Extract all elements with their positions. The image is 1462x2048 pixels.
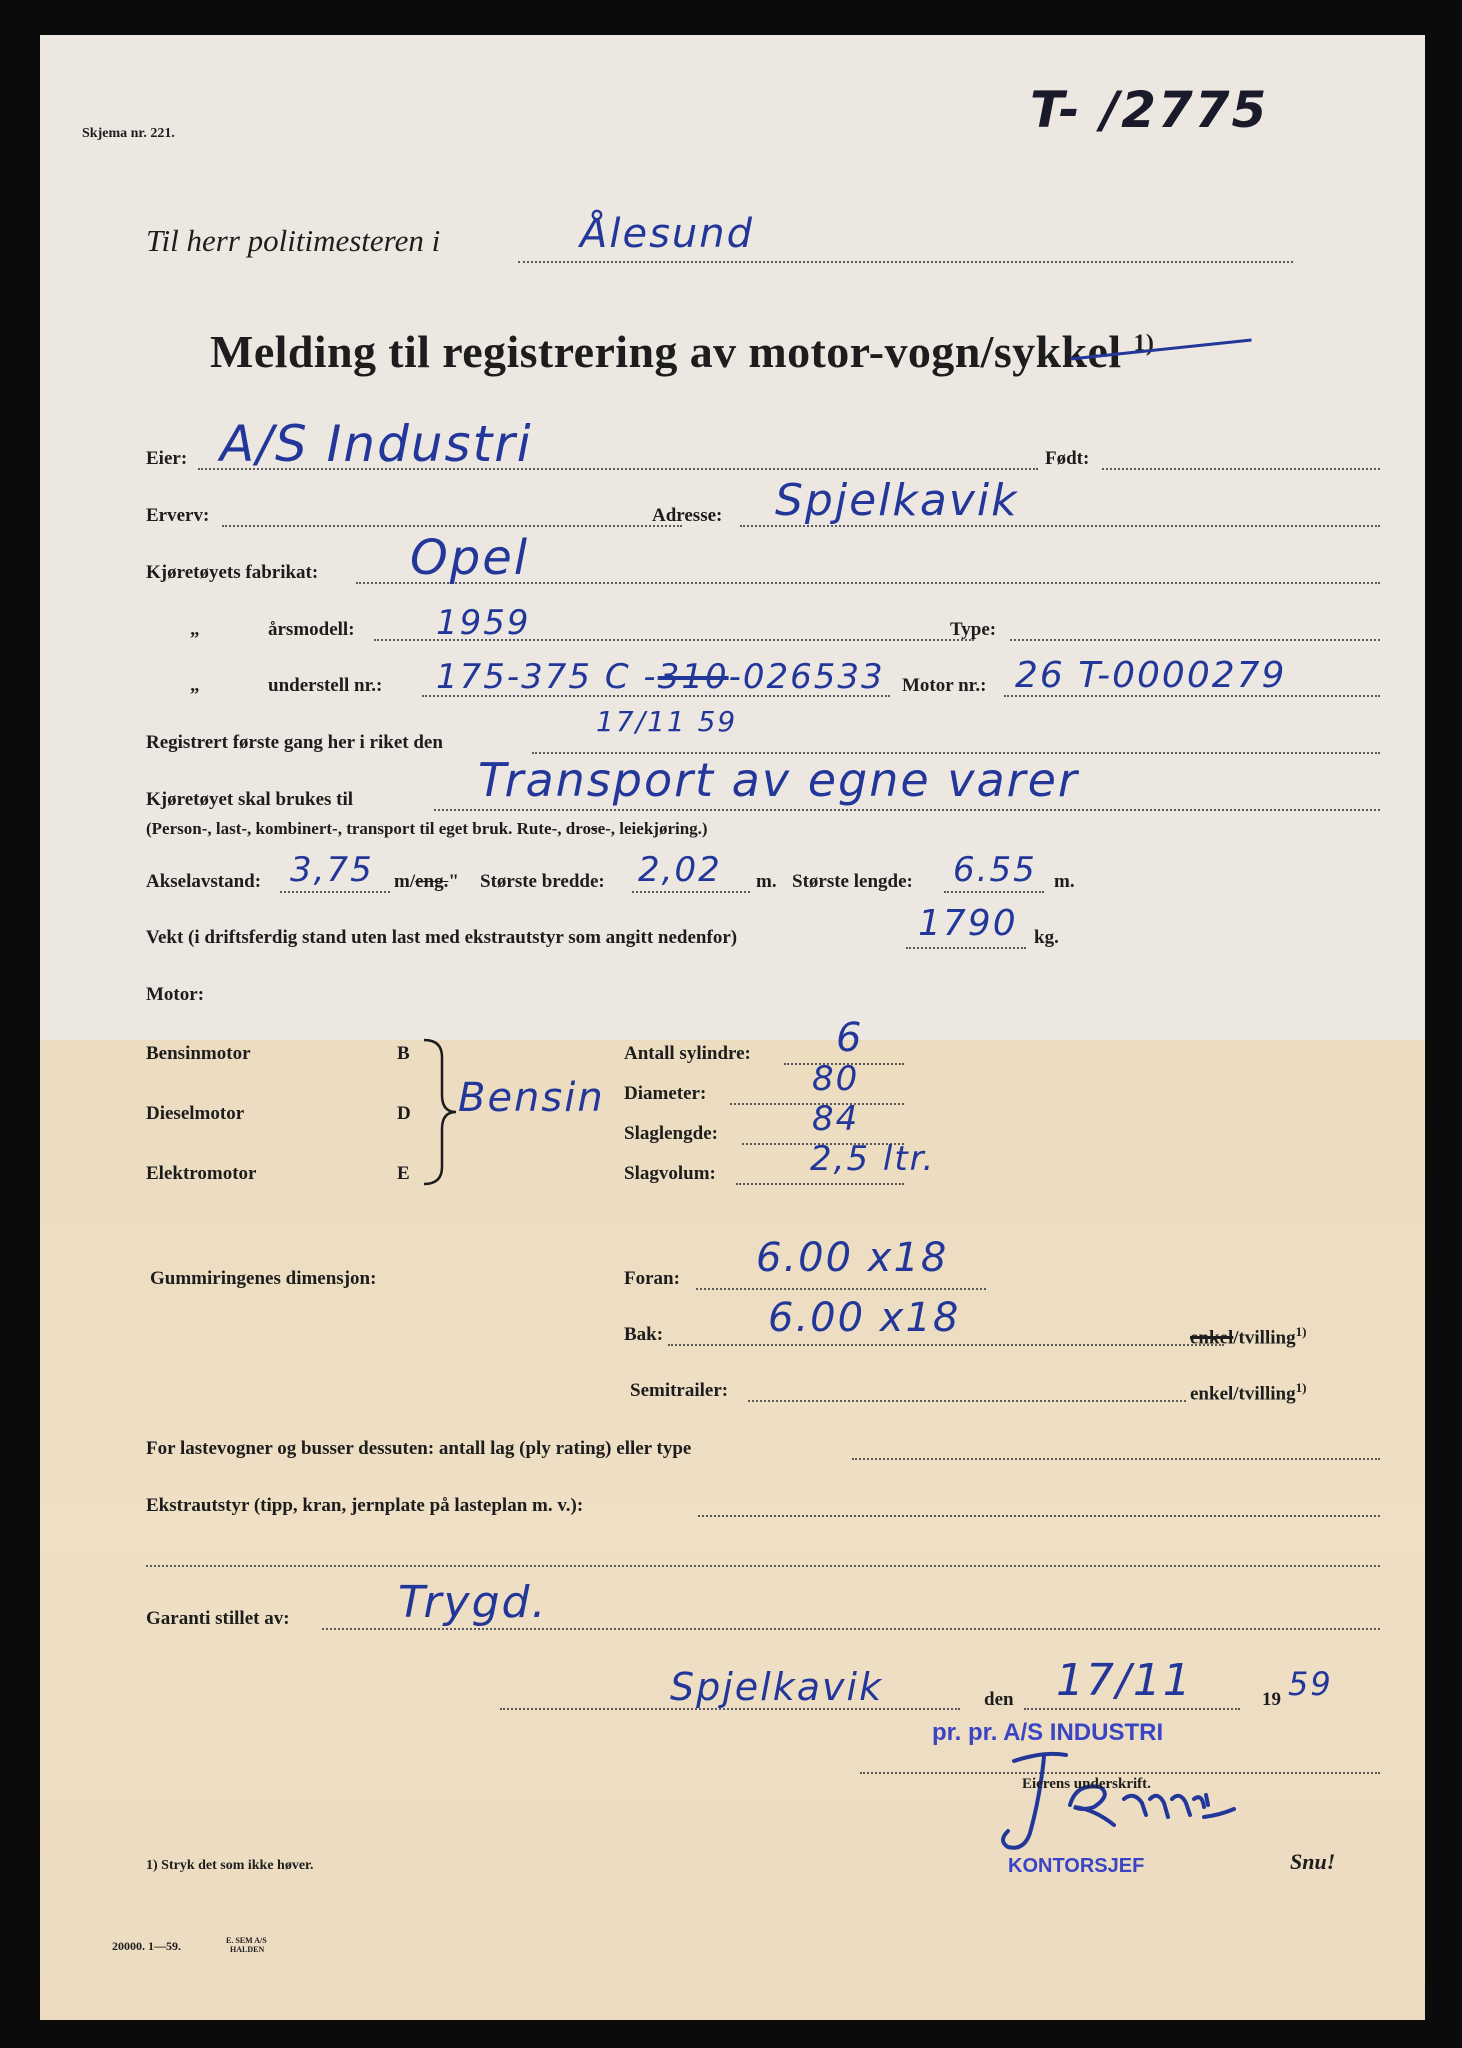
chassis-value <box>436 657 885 697</box>
use-line <box>434 809 1380 811</box>
tires-rear-option-struck: enkel <box>1190 1327 1234 1349</box>
ply-line <box>852 1458 1380 1460</box>
weight-unit: kg. <box>1034 927 1059 948</box>
ditto-mark: „ <box>190 619 200 640</box>
company-stamp: pr. pr. A/S INDUSTRI <box>932 1719 1164 1746</box>
motor-type-label: Elektromotor <box>146 1163 257 1184</box>
chassis-value-end: -026533 <box>728 657 885 697</box>
wheelbase-unit-start: m/ <box>394 871 416 892</box>
archive-reference: T- /2775 <box>1030 81 1269 139</box>
tires-front-line <box>696 1288 986 1290</box>
engine-no-value: 26 T-0000279 <box>1015 655 1287 696</box>
form-sheet <box>40 35 1425 2020</box>
printer-name: E. SEM A/S <box>226 1936 267 1945</box>
title-text: Melding til registrering av motor-vogn/sykkel <box>210 326 1122 377</box>
wheelbase-value: 3,75 <box>290 850 374 890</box>
weight-value: 1790 <box>918 903 1018 944</box>
semitrailer-line <box>748 1400 1186 1402</box>
engine-no-label: Motor nr.: <box>902 675 987 696</box>
printer-city: HALDEN <box>230 1945 265 1954</box>
model-year-label: årsmodell: <box>268 619 355 640</box>
wheelbase-label: Akselavstand: <box>146 871 262 892</box>
strike-footnote: 1) Stryk det som ikke høver. <box>146 1858 314 1873</box>
date-line <box>1024 1708 1240 1710</box>
equipment-label: Ekstrautstyr (tipp, kran, jernplate på lasteplan m. v.): <box>146 1495 584 1516</box>
tires-rear-footnote: 1) <box>1295 1324 1307 1339</box>
owner-name: A/S Industri <box>220 415 533 473</box>
stroke-value: 84 <box>812 1099 860 1139</box>
motor-section-label: Motor: <box>146 984 205 1005</box>
weight-line <box>906 947 1026 949</box>
wheelbase-unit <box>394 871 459 893</box>
equipment-line <box>698 1515 1380 1517</box>
type-line <box>1010 639 1380 641</box>
tires-rear-option <box>1190 1324 1306 1349</box>
stroke-label: Slaglengde: <box>624 1123 718 1144</box>
tires-rear-value: 6.00 x18 <box>768 1295 961 1341</box>
signature-caption: Eierens underskrift. <box>1022 1776 1151 1792</box>
owner-label: Eier: <box>146 448 188 469</box>
diameter-label: Diameter: <box>624 1083 707 1104</box>
title-footnote: 1) <box>1133 330 1155 357</box>
place-value: Spjelkavik <box>670 1665 884 1709</box>
year-value: 59 <box>1288 1665 1333 1703</box>
displacement-line <box>736 1183 904 1185</box>
occupation-line <box>222 525 682 527</box>
length-label: Største lengde: <box>792 871 913 892</box>
use-hint-struck: s <box>590 819 598 838</box>
guarantee-value: Trygd. <box>398 1577 548 1628</box>
tires-rear-option-rest: /tvilling <box>1233 1327 1296 1349</box>
occupation-label: Erverv: <box>146 505 210 526</box>
ply-label: For lastevogner og busser dessuten: antall lag (ply rating) eller type <box>146 1438 692 1459</box>
chassis-value-start: 175-375 C - <box>436 657 658 697</box>
tires-rear-line <box>668 1344 1224 1346</box>
tires-front-value: 6.00 x18 <box>756 1235 949 1281</box>
model-year-value: 1959 <box>436 603 531 643</box>
motor-type-label: Dieselmotor <box>146 1103 245 1124</box>
length-value: 6.55 <box>953 850 1037 890</box>
addressee-prefix: Til herr politimesteren i <box>146 223 441 258</box>
address-value: Spjelkavik <box>775 475 1019 526</box>
motor-type-code: E <box>397 1163 410 1184</box>
guarantee-label: Garanti stillet av: <box>146 1608 290 1629</box>
guarantee-line <box>322 1628 1380 1630</box>
born-line <box>1102 468 1380 470</box>
date-label: den <box>984 1689 1014 1710</box>
use-hint-end: e-, leiekjøring.) <box>597 819 708 838</box>
wheelbase-unit-end: " <box>448 871 459 892</box>
title-stamp: KONTORSJEF <box>1008 1855 1145 1877</box>
fuel-type-value: Bensin <box>458 1075 605 1121</box>
page-title <box>210 325 1154 378</box>
address-label: Adresse: <box>652 505 723 526</box>
tires-front-label: Foran: <box>624 1268 680 1289</box>
first-registration-label: Registrert første gang her i riket den <box>146 732 443 753</box>
cylinders-value: 6 <box>836 1015 864 1061</box>
turn-over-note: Snu! <box>1290 1849 1336 1874</box>
width-line <box>632 891 750 893</box>
make-value: Opel <box>410 530 530 586</box>
motor-type-code: D <box>397 1103 411 1124</box>
make-label: Kjøretøyets fabrikat: <box>146 562 319 583</box>
tires-label: Gummiringenes dimensjon: <box>150 1268 377 1289</box>
type-label: Type: <box>950 619 997 640</box>
width-unit: m. <box>756 871 777 892</box>
use-hint-start: (Person-, last-, kombinert-, transport til eget bruk. Rute-, dro <box>146 819 591 838</box>
wheelbase-unit-struck: eng. <box>415 871 449 892</box>
semitrailer-option-text: enkel/tvilling <box>1190 1383 1296 1405</box>
year-prefix: 19 <box>1262 1689 1281 1710</box>
motor-type-code: B <box>397 1043 410 1064</box>
form-number: Skjema nr. 221. <box>82 126 175 141</box>
weight-label: Vekt (i driftsferdig stand uten last med ekstrautstyr som angitt nedenfor) <box>146 927 738 948</box>
wheelbase-line <box>280 891 390 893</box>
length-line <box>944 891 1044 893</box>
motor-brace-icon <box>420 1037 460 1187</box>
chassis-label: understell nr.: <box>268 675 383 696</box>
addressee-line <box>518 261 1293 263</box>
tires-rear-label: Bak: <box>624 1324 664 1345</box>
semitrailer-option <box>1190 1380 1306 1405</box>
diameter-value: 80 <box>812 1059 860 1099</box>
ditto-mark: „ <box>190 675 200 696</box>
owner-signature-icon <box>974 1747 1244 1867</box>
first-registration-value: 17/11 59 <box>596 705 738 738</box>
width-value: 2,02 <box>638 850 722 890</box>
use-hint <box>146 819 708 839</box>
displacement-label: Slagvolum: <box>624 1163 716 1184</box>
chassis-struck-text: 310 <box>657 657 729 697</box>
equipment-line-2 <box>146 1565 1380 1567</box>
displacement-value: 2,5 ltr. <box>810 1139 936 1179</box>
use-value: Transport av egne varer <box>478 753 1079 807</box>
date-value: 17/11 <box>1056 1655 1193 1706</box>
use-label: Kjøretøyet skal brukes til <box>146 789 354 810</box>
print-info: 20000. 1—59. <box>112 1939 181 1953</box>
motor-type-label: Bensinmotor <box>146 1043 251 1064</box>
born-label: Født: <box>1045 448 1090 469</box>
semitrailer-label: Semitrailer: <box>630 1380 729 1401</box>
length-unit: m. <box>1054 871 1075 892</box>
width-label: Største bredde: <box>480 871 605 892</box>
semitrailer-footnote: 1) <box>1295 1380 1307 1395</box>
addressee-city: Ålesund <box>580 211 755 257</box>
cylinders-label: Antall sylindre: <box>624 1043 751 1064</box>
